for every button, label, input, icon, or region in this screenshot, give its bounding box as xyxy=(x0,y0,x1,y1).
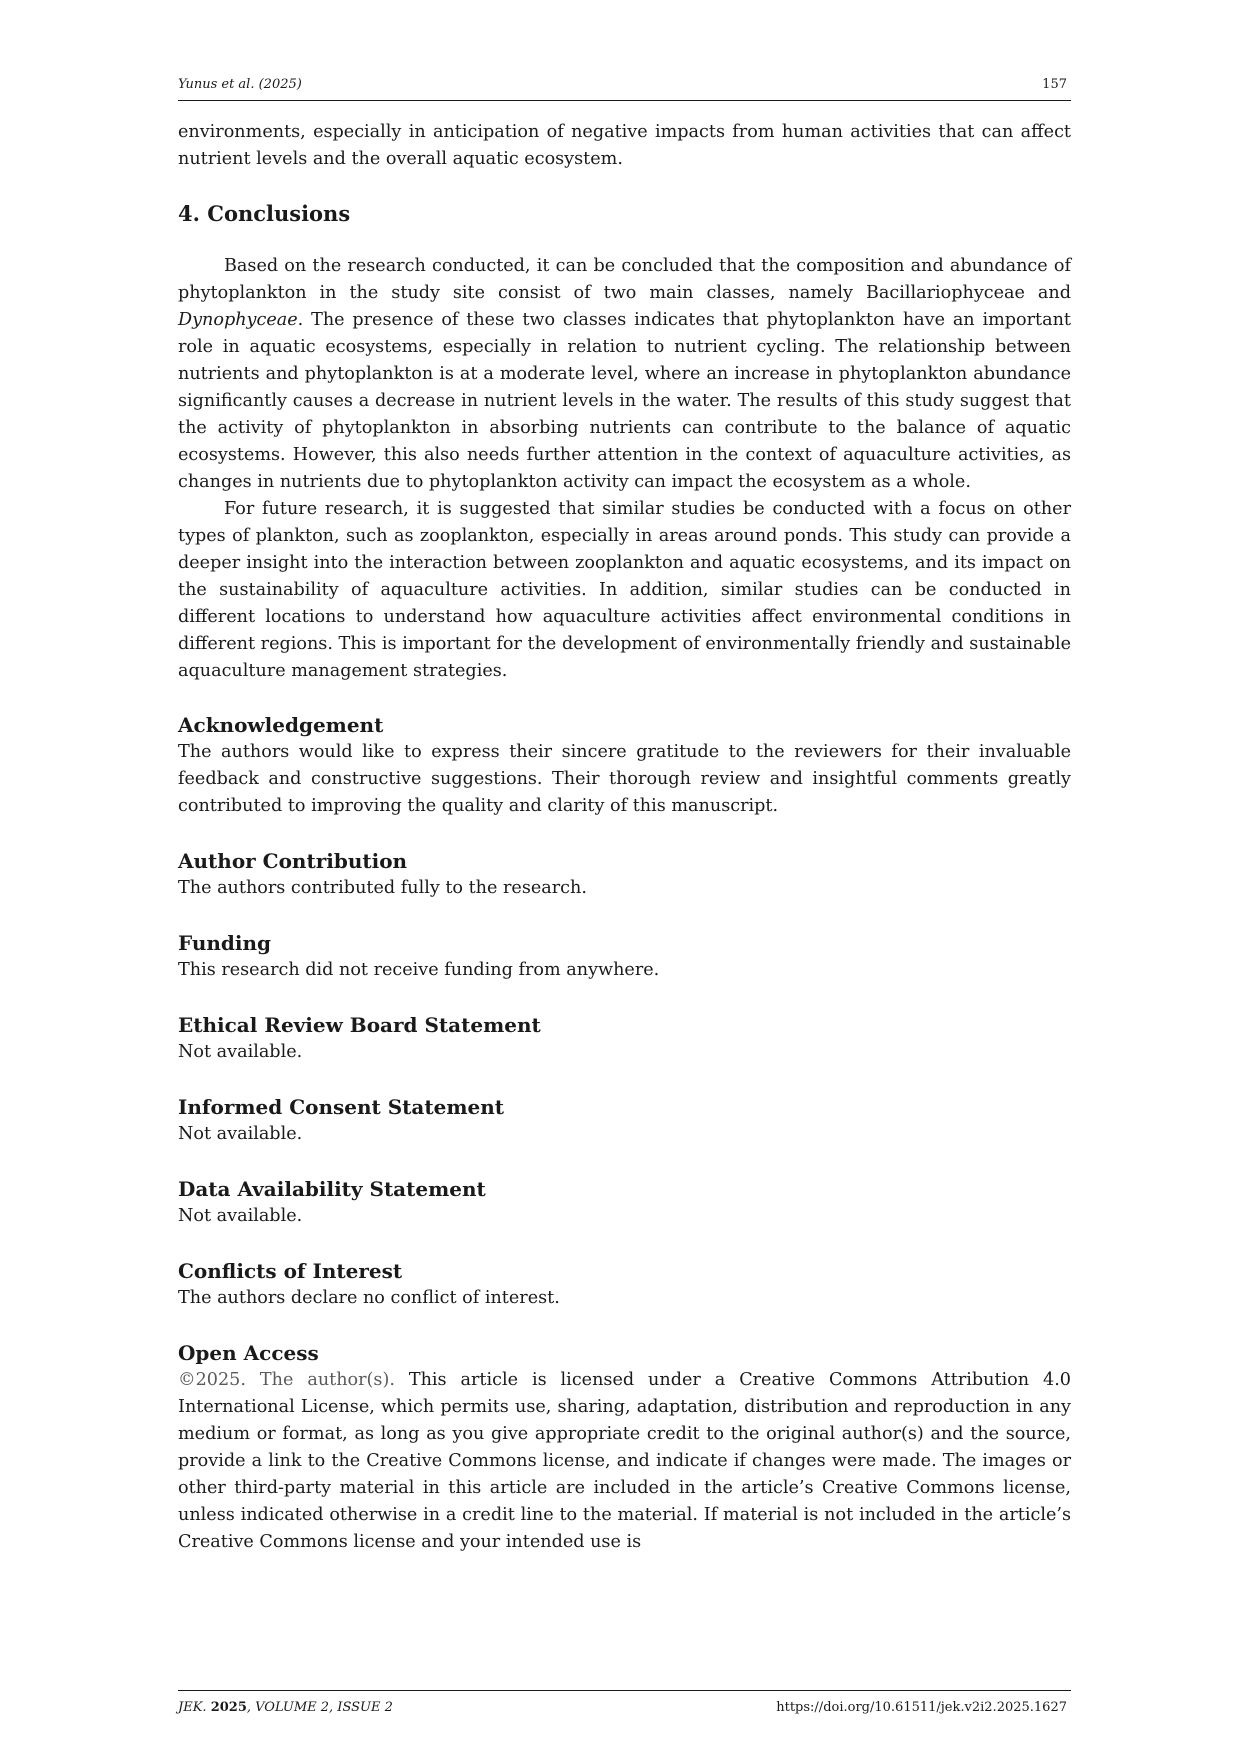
data-availability-text: Not available. xyxy=(178,1206,303,1226)
open-access-text xyxy=(178,1367,1071,1556)
running-header xyxy=(178,76,1071,101)
heading-acknowledgement: Acknowledgement xyxy=(178,713,384,737)
license-text: This article is licensed under a Creative Commons Attribution 4.0 International License, which permits use, sharing, adaptation, distribution and reproduction in any medium or format, as long as you give appropriate credit to the original author(s) and the source, provide a link to the Creative Commons license, and indicate if changes were made. The images or other third-party material in this article are included in the article’s Creative Commons license, unless indicated otherwise in a credit line to the material. If material is not included in the article’s Creative Commons license and your intended use is xyxy=(178,1370,1071,1552)
heading-informed-consent: Informed Consent Statement xyxy=(178,1095,505,1119)
journal-year: 2025 xyxy=(210,1700,247,1715)
conclusions-paragraph-1 xyxy=(178,253,1071,496)
section-title-conclusions: 4. Conclusions xyxy=(178,201,351,226)
conclusions-p1-italic-term: Dynophyceae xyxy=(178,310,298,330)
heading-open-access: Open Access xyxy=(178,1341,319,1365)
copyright-notice: ©2025. The author(s). xyxy=(178,1370,395,1390)
ethical-review-text: Not available. xyxy=(178,1042,303,1062)
heading-author-contribution: Author Contribution xyxy=(178,849,408,873)
author-contribution-text: The authors contributed fully to the research. xyxy=(178,878,587,898)
funding-text: This research did not receive funding from anywhere. xyxy=(178,960,660,980)
heading-funding: Funding xyxy=(178,931,272,955)
journal-volume-issue: , VOLUME 2, ISSUE 2 xyxy=(246,1700,393,1715)
heading-conflicts-of-interest: Conflicts of Interest xyxy=(178,1259,403,1283)
running-title: Yunus et al. (2025) xyxy=(178,77,302,92)
conclusions-p1-text-b: . The presence of these two classes indicates that phytoplankton have an important role in aquatic ecosystems, especially in relation to nutrient cycling. The relationship between nutrients and phytoplankton is at a moderate level, where an increase in phytoplankton abundance significantly causes a decrease in nutrient levels in the water. The results of this study suggest that the activity of phytoplankton in absorbing nutrients can contribute to the balance of aquatic ecosystems. However, this also needs further attention in the context of aquaculture activities, as changes in nutrients due to phytoplankton activity can impact the ecosystem as a whole. xyxy=(178,310,1071,492)
journal-citation xyxy=(178,1700,393,1716)
journal-abbrev: JEK. xyxy=(178,1700,207,1715)
page-number: 157 xyxy=(1042,77,1067,92)
acknowledgement-text: The authors would like to express their sincere gratitude to the reviewers for their invaluable feedback and constructive suggestions. Their thorough review and insightful comments greatly contributed to improving the quality and clarity of this manuscript. xyxy=(178,742,1071,816)
conclusions-paragraph-2: For future research, it is suggested that similar studies be conducted with a focus on other types of plankton, such as zooplankton, especially in areas around ponds. This study can provide a deeper insight into the interaction between zooplankton and aquatic ecosystems, and its impact on the sustainability of aquaculture activities. In addition, similar studies can be conducted in different locations to understand how aquaculture activities affect environmental conditions in different regions. This is important for the development of environmentally friendly and sustainable aquaculture management strategies. xyxy=(178,499,1071,681)
heading-ethical-review: Ethical Review Board Statement xyxy=(178,1013,541,1037)
conflicts-text: The authors declare no conflict of interest. xyxy=(178,1288,560,1308)
continued-paragraph: environments, especially in anticipation of negative impacts from human activities that can affect nutrient levels and the overall aquatic ecosystem. xyxy=(178,122,1071,169)
doi-link[interactable]: https://doi.org/10.61511/jek.v2i2.2025.1627 xyxy=(776,1700,1067,1715)
running-footer xyxy=(178,1690,1071,1719)
heading-data-availability: Data Availability Statement xyxy=(178,1177,486,1201)
informed-consent-text: Not available. xyxy=(178,1124,303,1144)
conclusions-p1-text-a: Based on the research conducted, it can be concluded that the composition and abundance of phytoplankton in the study site consist of two main classes, namely Bacillariophyceae and xyxy=(178,256,1071,303)
article-body xyxy=(178,119,1071,1556)
